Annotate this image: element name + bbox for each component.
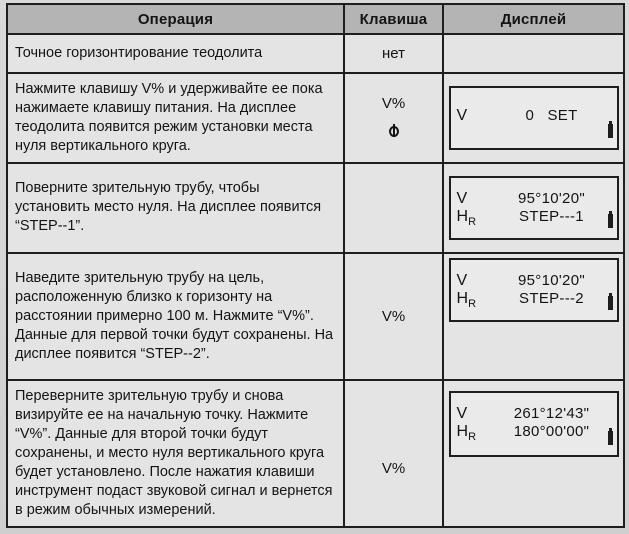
table-row — [7, 380, 624, 527]
operation-cell: Переверните зрительную трубу и снова визируйте ее на начальную точку. Нажмите “V%”. Данные для второй точки будут сохранены, и место нуля вертикального круга будет установлено. После нажатия клавиши инструмент подаст звуковой сигнал и вернется в режим обычных измерений. — [7, 380, 344, 527]
lcd-label-v: V — [456, 271, 468, 289]
key-cell: нет — [344, 34, 443, 73]
battery-icon — [608, 124, 613, 138]
lcd-label-v: V — [456, 404, 468, 422]
key-label: V% — [381, 95, 406, 113]
lcd-display — [449, 391, 619, 457]
lcd-label-hr: $H_R$ — [456, 422, 477, 443]
display-cell — [443, 253, 624, 380]
operation-cell: Точное горизонтирование теодолита — [7, 34, 344, 73]
operation-cell: Наведите зрительную трубу на цель, расположенную близко к горизонту на расстоянии примерно 100 м. Нажмите “V%”. Данные для первой точки будут сохранены. На дисплее появится “STEP--2”. — [7, 253, 344, 380]
lcd-display — [449, 176, 619, 240]
lcd-value-v: 0 SET — [525, 107, 578, 125]
lcd-display — [449, 258, 619, 322]
battery-icon — [608, 431, 613, 445]
header-display: Дисплей — [443, 4, 624, 34]
display-cell — [443, 73, 624, 162]
operation-cell: Нажмите клавишу V% и удерживайте ее пока нажимаете клавишу питания. На дисплее теодолита появится режим установки места нуля вертикального круга. — [7, 73, 344, 162]
table-row — [7, 253, 624, 380]
display-cell — [443, 34, 624, 73]
lcd-label-v: V — [456, 107, 468, 125]
lcd-value-hr: STEP---1 — [519, 207, 584, 225]
lcd-display — [449, 86, 619, 150]
operation-cell: Поверните зрительную трубу, чтобы установить место нуля. На дисплее появится “STEP--1”. — [7, 163, 344, 253]
key-cell: V% — [344, 253, 443, 380]
display-cell — [443, 163, 624, 253]
header-key: Клавиша — [344, 4, 443, 34]
lcd-value-v: 261°12'43" — [513, 404, 590, 422]
display-cell — [443, 380, 624, 527]
key-cell — [344, 73, 443, 162]
battery-icon — [608, 214, 613, 228]
lcd-value-v: 95°10'20" — [518, 271, 585, 289]
key-cell — [344, 163, 443, 253]
lcd-label-hr: $H_R$ — [456, 207, 477, 228]
battery-icon — [608, 296, 613, 310]
table-row — [7, 73, 624, 162]
lcd-value-hr: 180°00'00" — [513, 422, 590, 440]
table-row — [7, 34, 624, 73]
table-header-row — [7, 4, 624, 34]
lcd-label-v: V — [456, 189, 468, 207]
table-row — [7, 163, 624, 253]
operations-table — [6, 3, 625, 528]
header-operation: Операция — [7, 4, 344, 34]
lcd-value-v: 95°10'20" — [518, 189, 585, 207]
key-cell: V% — [344, 380, 443, 527]
lcd-value-hr: STEP---2 — [519, 289, 584, 307]
power-icon — [389, 124, 399, 137]
lcd-label-hr: $H_R$ — [456, 289, 477, 310]
